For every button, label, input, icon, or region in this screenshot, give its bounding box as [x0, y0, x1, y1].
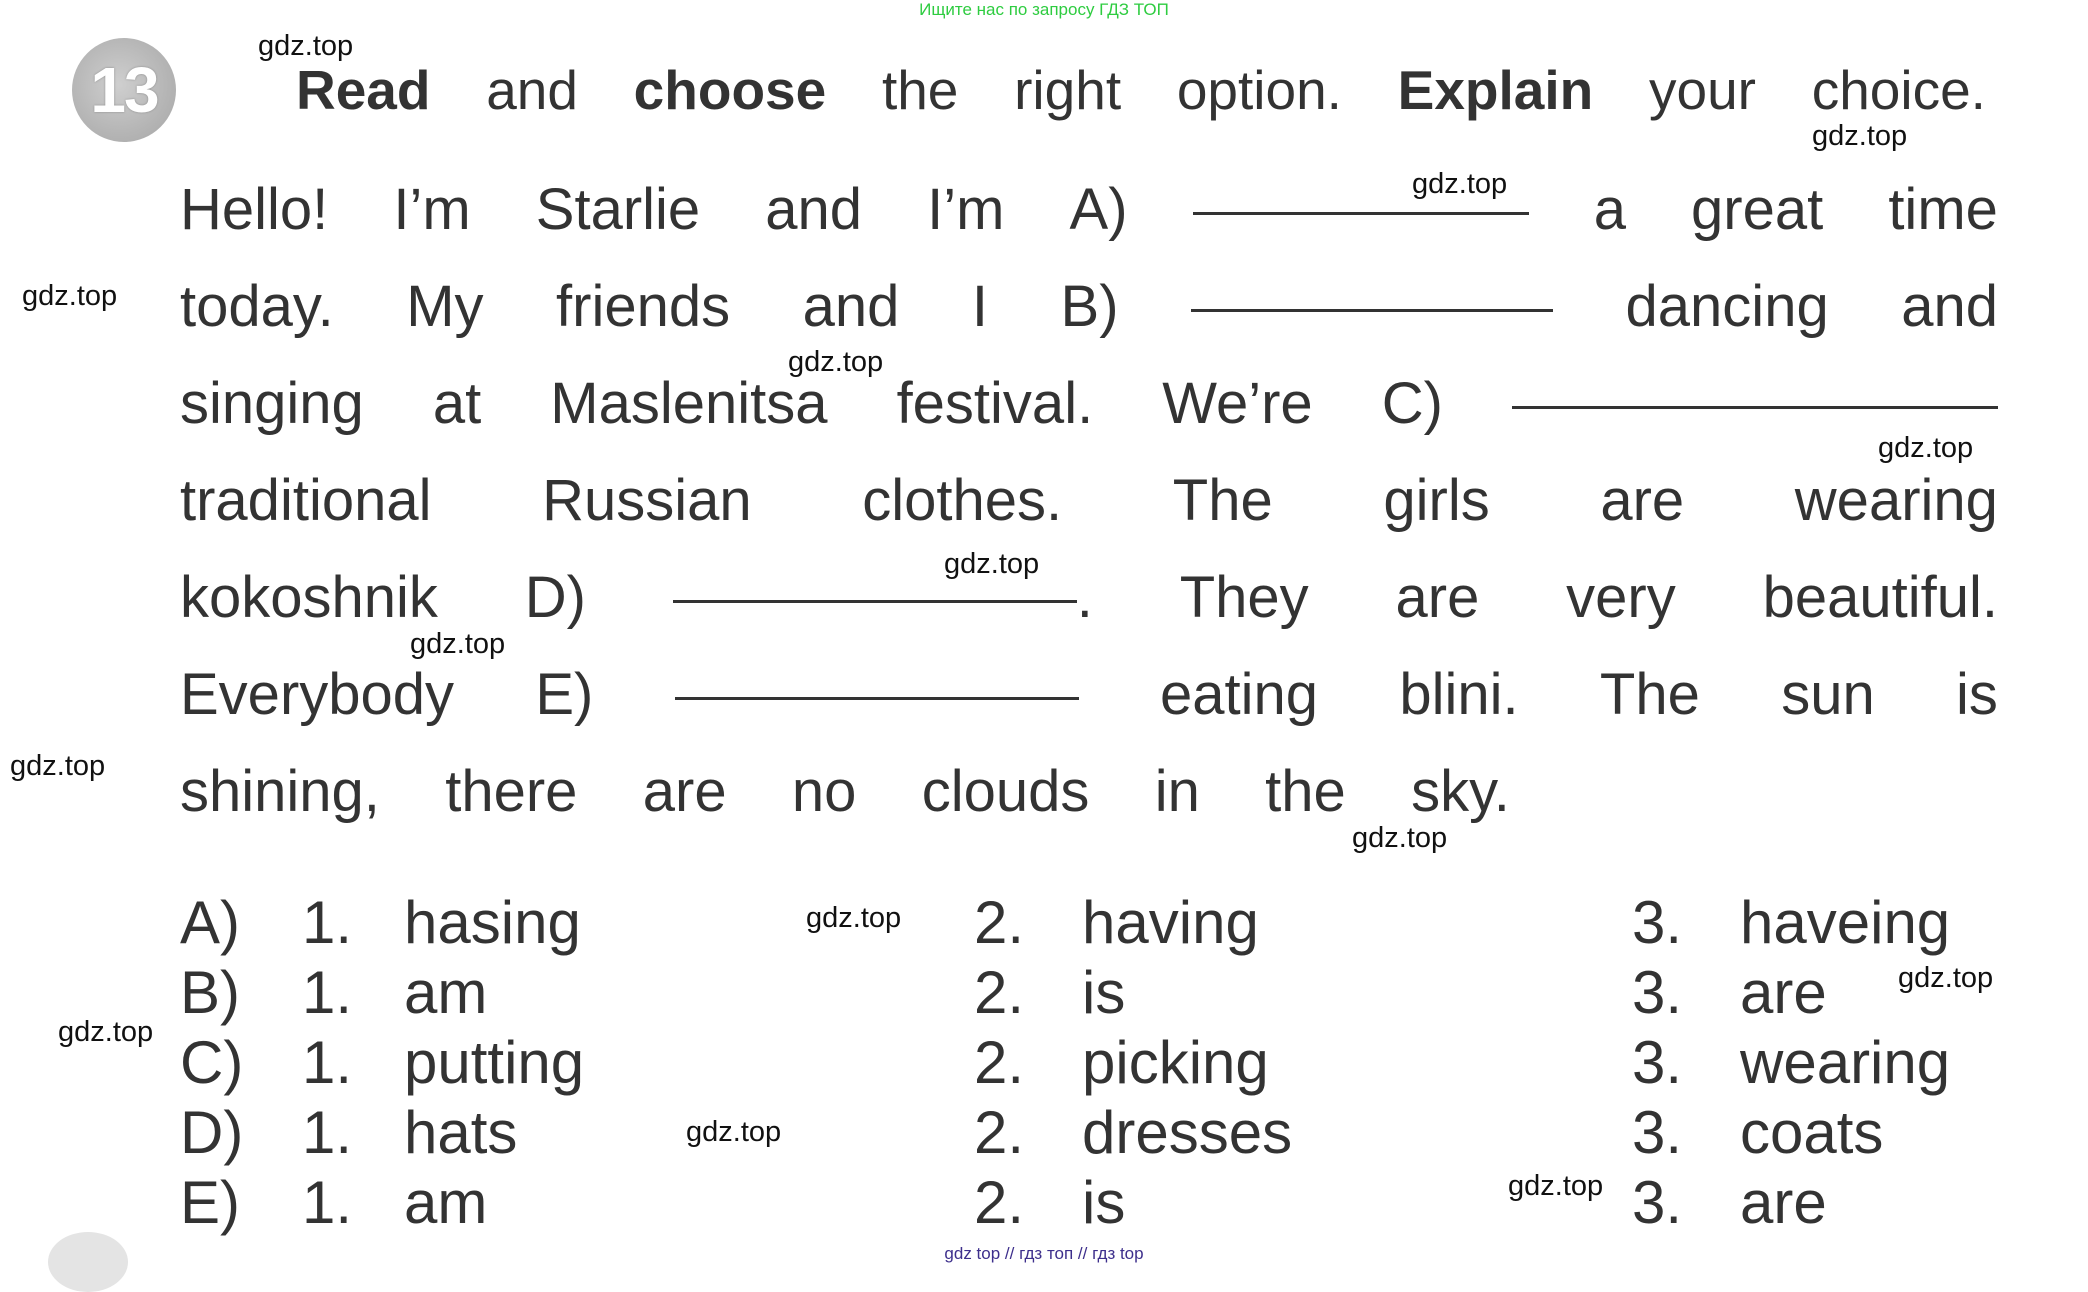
watermark: gdz.top	[1898, 962, 1994, 994]
word: clothes.	[862, 468, 1063, 533]
instruction-word: your	[1648, 59, 1756, 121]
option-number: 1.	[302, 1029, 353, 1096]
punctuation: .	[1076, 565, 1093, 630]
blank-b[interactable]	[1191, 308, 1553, 312]
option-choice[interactable]: am	[404, 959, 488, 1026]
gap-label-e: E)	[535, 662, 594, 727]
watermark: gdz.top	[944, 548, 1040, 580]
word: I’m	[393, 177, 471, 242]
instruction-word: option.	[1176, 59, 1342, 121]
word: wearing	[1794, 468, 1998, 533]
word: traditional	[180, 468, 432, 533]
instruction-word: Explain	[1397, 59, 1594, 121]
option-number: 3.	[1632, 1029, 1683, 1096]
option-choice[interactable]: is	[1082, 1169, 1126, 1236]
word: I	[971, 274, 989, 339]
text-line-5	[180, 564, 1998, 631]
option-choice[interactable]: am	[404, 1169, 488, 1236]
word: My	[406, 274, 484, 339]
text-line-6	[180, 661, 1998, 728]
word: eating	[1159, 662, 1318, 727]
word: The	[1172, 468, 1273, 533]
word: The	[1599, 662, 1700, 727]
text-line-4	[180, 467, 1998, 534]
gap-label-c: C)	[1381, 371, 1443, 436]
option-choice[interactable]: dresses	[1082, 1099, 1293, 1166]
option-choice[interactable]: wearing	[1740, 1029, 1951, 1096]
option-number: 2.	[974, 889, 1025, 956]
option-choice[interactable]: hasing	[404, 889, 581, 956]
watermark: gdz.top	[1352, 822, 1448, 854]
word: beautiful.	[1762, 565, 1998, 630]
option-number: 1.	[302, 1099, 353, 1166]
word: Everybody	[180, 662, 455, 727]
word: time	[1888, 177, 1998, 242]
word: clouds	[921, 759, 1090, 824]
instruction-word: choice.	[1811, 59, 1986, 121]
option-letter: D)	[180, 1099, 244, 1166]
option-row-b	[180, 958, 2010, 1028]
footer-links[interactable]: gdz top // гдз топ // гдз top	[944, 1244, 1144, 1263]
gap-label-a: A)	[1069, 177, 1128, 242]
option-letter: A)	[180, 889, 240, 956]
instruction	[296, 58, 1986, 122]
exercise-number: 13	[90, 54, 158, 126]
option-choice[interactable]: is	[1082, 959, 1126, 1026]
option-choice[interactable]: are	[1740, 1169, 1827, 1236]
option-choice[interactable]: picking	[1082, 1029, 1269, 1096]
option-choice[interactable]: having	[1082, 889, 1259, 956]
word: very	[1566, 565, 1676, 630]
word: sky.	[1411, 759, 1510, 824]
word: Starlie	[535, 177, 701, 242]
watermark: gdz.top	[410, 628, 506, 660]
gap-label-b: B)	[1060, 274, 1119, 339]
word: They	[1179, 565, 1309, 630]
watermark: gdz.top	[58, 1016, 154, 1048]
option-choice[interactable]: are	[1740, 959, 1827, 1026]
watermark: gdz.top	[22, 280, 118, 312]
watermark: gdz.top	[258, 30, 354, 62]
exercise-number-badge	[72, 38, 176, 142]
option-number: 3.	[1632, 1169, 1683, 1236]
word: and	[765, 177, 863, 242]
instruction-word: Read	[296, 59, 431, 121]
word: at	[432, 371, 482, 436]
option-number: 1.	[302, 1169, 353, 1236]
option-number: 3.	[1632, 1099, 1683, 1166]
word: and	[1901, 274, 1998, 339]
word: dancing	[1625, 274, 1829, 339]
word: and	[802, 274, 900, 339]
word: Maslenitsa	[550, 371, 828, 436]
option-number: 2.	[974, 1169, 1025, 1236]
word: girls	[1383, 468, 1490, 533]
option-number: 2.	[974, 1099, 1025, 1166]
word: the	[1265, 759, 1346, 824]
watermark: gdz.top	[686, 1116, 782, 1148]
blank-a[interactable]	[1193, 211, 1529, 215]
word: kokoshnik	[180, 565, 438, 630]
text-line-3	[180, 370, 1998, 437]
gap-label-d: D)	[524, 565, 586, 630]
word: We’re	[1162, 371, 1313, 436]
word: I’m	[927, 177, 1005, 242]
blank-d[interactable]	[673, 599, 1077, 603]
blank-e[interactable]	[675, 696, 1079, 700]
option-letter: C)	[180, 1029, 244, 1096]
word: are	[1600, 468, 1685, 533]
option-number: 3.	[1632, 959, 1683, 1026]
top-banner[interactable]: Ищите нас по запросу ГДЗ ТОП	[919, 0, 1169, 19]
option-number: 1.	[302, 959, 353, 1026]
watermark: gdz.top	[1412, 168, 1508, 200]
option-row-c	[180, 1028, 2010, 1098]
watermark: gdz.top	[806, 902, 902, 934]
option-number: 2.	[974, 959, 1025, 1026]
text-line-1	[180, 176, 1998, 243]
option-row-a	[180, 888, 2010, 958]
option-number: 2.	[974, 1029, 1025, 1096]
word: a	[1593, 177, 1626, 242]
word: are	[1395, 565, 1480, 630]
option-letter: E)	[180, 1169, 240, 1236]
blank-c[interactable]	[1512, 405, 1998, 409]
watermark: gdz.top	[788, 346, 884, 378]
word: there	[445, 759, 578, 824]
option-choice[interactable]: hats	[404, 1099, 518, 1166]
word: singing	[180, 371, 364, 436]
instruction-word: the	[881, 59, 959, 121]
word: great	[1691, 177, 1824, 242]
option-choice[interactable]: haveing	[1740, 889, 1951, 956]
word: is	[1956, 662, 1998, 727]
option-row-e	[180, 1168, 2010, 1238]
word: Russian	[542, 468, 752, 533]
word: Hello!	[180, 177, 329, 242]
option-number: 3.	[1632, 889, 1683, 956]
word: sun	[1781, 662, 1875, 727]
word: shining,	[180, 759, 380, 824]
word: friends	[556, 274, 731, 339]
text-line-7	[180, 758, 1510, 825]
watermark: gdz.top	[1508, 1170, 1604, 1202]
instruction-word: right	[1014, 59, 1122, 121]
watermark: gdz.top	[10, 750, 106, 782]
word: in	[1154, 759, 1200, 824]
watermark: gdz.top	[1878, 432, 1974, 464]
word: are	[642, 759, 727, 824]
watermark: gdz.top	[1812, 120, 1908, 152]
option-choice[interactable]: coats	[1740, 1099, 1884, 1166]
text-line-2	[180, 273, 1998, 340]
word: blini.	[1399, 662, 1519, 727]
option-row-d	[180, 1098, 2010, 1168]
option-letter: B)	[180, 959, 240, 1026]
instruction-word: and	[486, 59, 578, 121]
word: festival.	[896, 371, 1094, 436]
option-choice[interactable]: putting	[404, 1029, 585, 1096]
word: no	[791, 759, 857, 824]
option-number: 1.	[302, 889, 353, 956]
instruction-word: choose	[633, 59, 827, 121]
word: today.	[180, 274, 334, 339]
